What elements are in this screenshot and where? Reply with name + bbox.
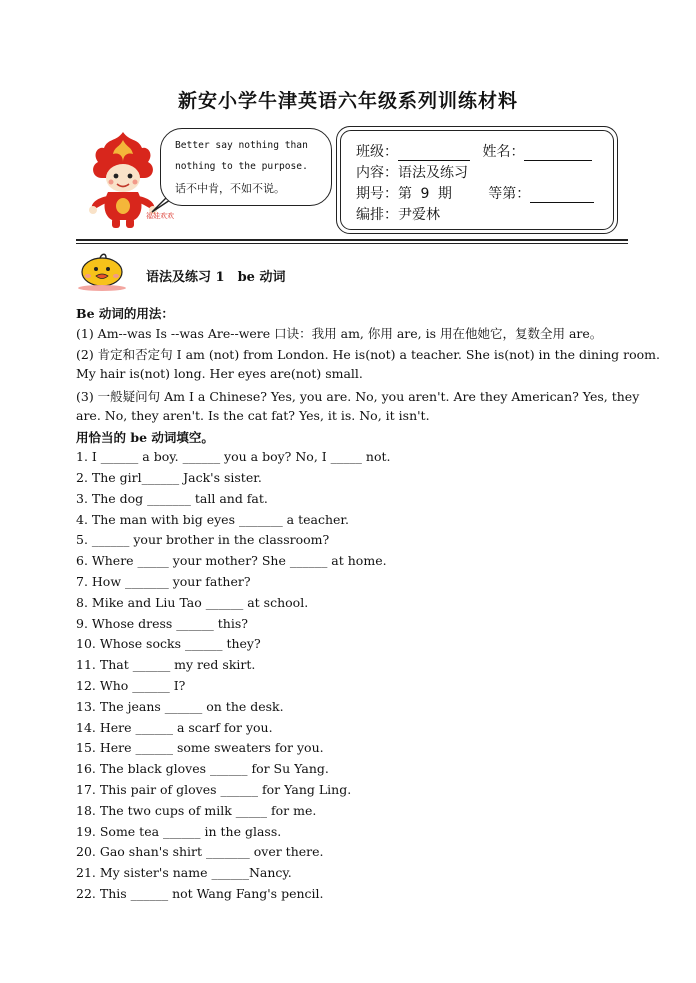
issue-number: 9 [420,186,430,202]
name-field[interactable] [524,145,592,161]
grammar-line-4: (3) 一般疑问句 Am I a Chinese? Yes, you are. No, you aren't. Are they American? Yes, they [76,389,640,404]
exercise-item: 3. The dog _______ tall and fat. [76,491,268,506]
exercise-item: 5. ______ your brother in the classroom? [76,532,330,547]
exercise-item: 6. Where _____ your mother? She ______ at home. [76,553,387,568]
grammar-line-2: (2) 肯定和否定句 I am (not) from London. He is(not) a teacher. She is(not) in the dining room. [76,347,660,362]
exercise-item: 2. The girl______ Jack's sister. [76,470,262,485]
bubble-line-1: Better say nothing than [175,140,308,151]
exercise-item: 11. That ______ my red skirt. [76,657,256,672]
exercise-item: 13. The jeans ______ on the desk. [76,699,284,714]
exercise-item: 14. Here ______ a scarf for you. [76,720,273,735]
grammar-line-1: (1) Am--was Is --was Are--were 口诀：我用 am, 你用 are, is 用在他她它，复数全用 are。 [76,326,603,341]
class-field[interactable] [398,145,470,161]
grammar-heading: Be 动词的用法： [76,306,174,321]
grammar-line-5: are. No, they aren't. Is the cat fat? Yes, it is. No, it isn't. [76,408,430,423]
mascot-image [82,128,174,238]
duck-icon [76,252,128,292]
grade-label: 等第： [488,186,531,202]
grammar-line-3: My hair is(not) long. Her eyes are(not) small. [76,366,363,381]
name-label: 姓名： [482,144,525,160]
exercise-item: 4. The man with big eyes _______ a teacher. [76,512,349,527]
issue-unit: 期 [437,186,452,202]
info-row-class [356,141,592,161]
info-content: 内容：语法及练习 [356,165,468,181]
exercise-item: 7. How _______ your father? [76,574,251,589]
mascot-caption: 福娃欢欢 [146,212,174,220]
page-title: 新安小学牛津英语六年级系列训练材料 [177,90,518,112]
info-editor: 编排：尹爱林 [356,207,440,223]
exercise-item: 1. I ______ a boy. ______ you a boy? No, I _____ not. [76,449,391,464]
exercise-item: 22. This ______ not Wang Fang's pencil. [76,886,324,901]
exercise-item: 12. Who ______ I? [76,678,186,693]
class-label: 班级： [356,144,398,160]
exercise-item: 18. The two cups of milk _____ for me. [76,803,317,818]
exercise-item: 8. Mike and Liu Tao ______ at school. [76,595,309,610]
speech-bubble [160,128,332,206]
section-title: 语法及练习 1 be 动词 [146,270,286,285]
exercise-item: 9. Whose dress ______ this? [76,616,248,631]
exercise-item: 20. Gao shan's shirt _______ over there. [76,844,324,859]
exercise-item: 17. This pair of gloves ______ for Yang Ling. [76,782,352,797]
header-divider [76,239,628,241]
exercise-item: 16. The black gloves ______ for Su Yang. [76,761,329,776]
exercise-heading: 用恰当的 be 动词填空。 [76,430,214,445]
exercise-item: 10. Whose socks ______ they? [76,636,261,651]
bubble-line-3: 话不中肯，不如不说。 [175,182,285,195]
exercise-item: 19. Some tea ______ in the glass. [76,824,282,839]
header-divider-thin [76,243,628,244]
issue-label: 期号：第 [356,186,412,202]
info-row-issue [356,183,594,203]
exercise-item: 21. My sister's name ______Nancy. [76,865,292,880]
bubble-line-2: nothing to the purpose. [175,161,308,172]
exercise-item: 15. Here ______ some sweaters for you. [76,740,324,755]
grade-field[interactable] [530,187,594,203]
